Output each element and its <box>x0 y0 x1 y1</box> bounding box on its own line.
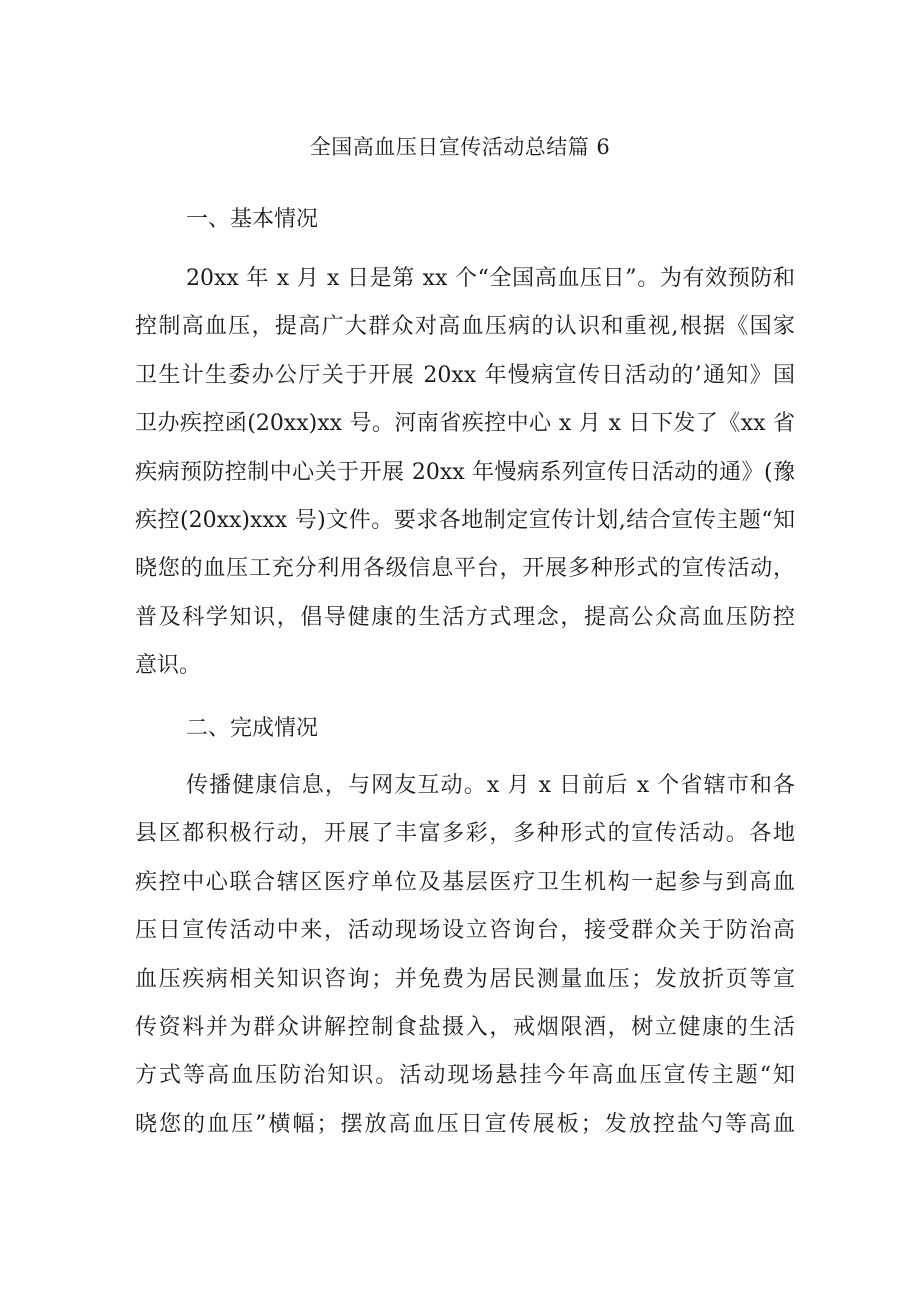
paragraph-line: 卫生计生委办公厅关于开展 20xx 年慢病宣传日活动的’通知》国 <box>135 362 795 388</box>
paragraph-line: 方式等高血压防治知识。活动现场悬挂今年高血压宣传主题“知 <box>135 1063 795 1089</box>
paragraph-line: 压日宣传活动中来，活动现场设立咨询台，接受群众关于防治高 <box>135 918 795 944</box>
paragraph-line: 疾病预防控制中心关于开展 20xx 年慢病系列宣传日活动的通》(豫 <box>135 459 795 485</box>
paragraph-line: 疾控(20xx)xxx 号)文件。要求各地制定宣传计划,结合宣传主题“知 <box>135 507 795 533</box>
paragraph-line: 传播健康信息，与网友互动。x 月 x 日前后 x 个省辖市和各 <box>186 773 795 798</box>
paragraph-completion-status <box>135 762 795 1149</box>
paragraph-basic-situation <box>135 255 795 691</box>
paragraph-line: 晓您的血压”横幅；摆放高血压日宣传展板；发放控盐勺等高血 <box>135 1111 795 1137</box>
paragraph-line: 控制高血压，提高广大群众对高血压病的认识和重视,根据《国家 <box>135 314 795 340</box>
section-heading-completion-status: 二、完成情况 <box>186 716 319 741</box>
paragraph-line: 疾控中心联合辖区医疗单位及基层医疗卫生机构一起参与到高血 <box>135 869 795 895</box>
paragraph-line: 县区都积极行动，开展了丰富多彩，多种形式的宣传活动。各地 <box>135 821 795 847</box>
paragraph-line: 20xx 年 x 月 x 日是第 xx 个“全国高血压日”。为有效预防和 <box>186 266 795 291</box>
document-title: 全国高血压日宣传活动总结篇 6 <box>309 135 611 159</box>
paragraph-line: 晓您的血压工充分利用各级信息平台，开展多种形式的宣传活动， <box>135 556 795 582</box>
paragraph-line: 卫办疾控函(20xx)xx 号。河南省疾控中心 x 月 x 日下发了《xx 省 <box>135 411 795 437</box>
paragraph-line: 血压疾病相关知识咨询；并免费为居民测量血压；发放折页等宣 <box>135 966 795 992</box>
paragraph-line: 意识。 <box>135 653 202 679</box>
section-heading-basic-situation: 一、基本情况 <box>186 207 319 232</box>
paragraph-line: 普及科学知识，倡导健康的生活方式理念，提高公众高血压防控 <box>135 604 795 630</box>
paragraph-line: 传资料并为群众讲解控制食盐摄入，戒烟限酒，树立健康的生活 <box>135 1014 795 1040</box>
